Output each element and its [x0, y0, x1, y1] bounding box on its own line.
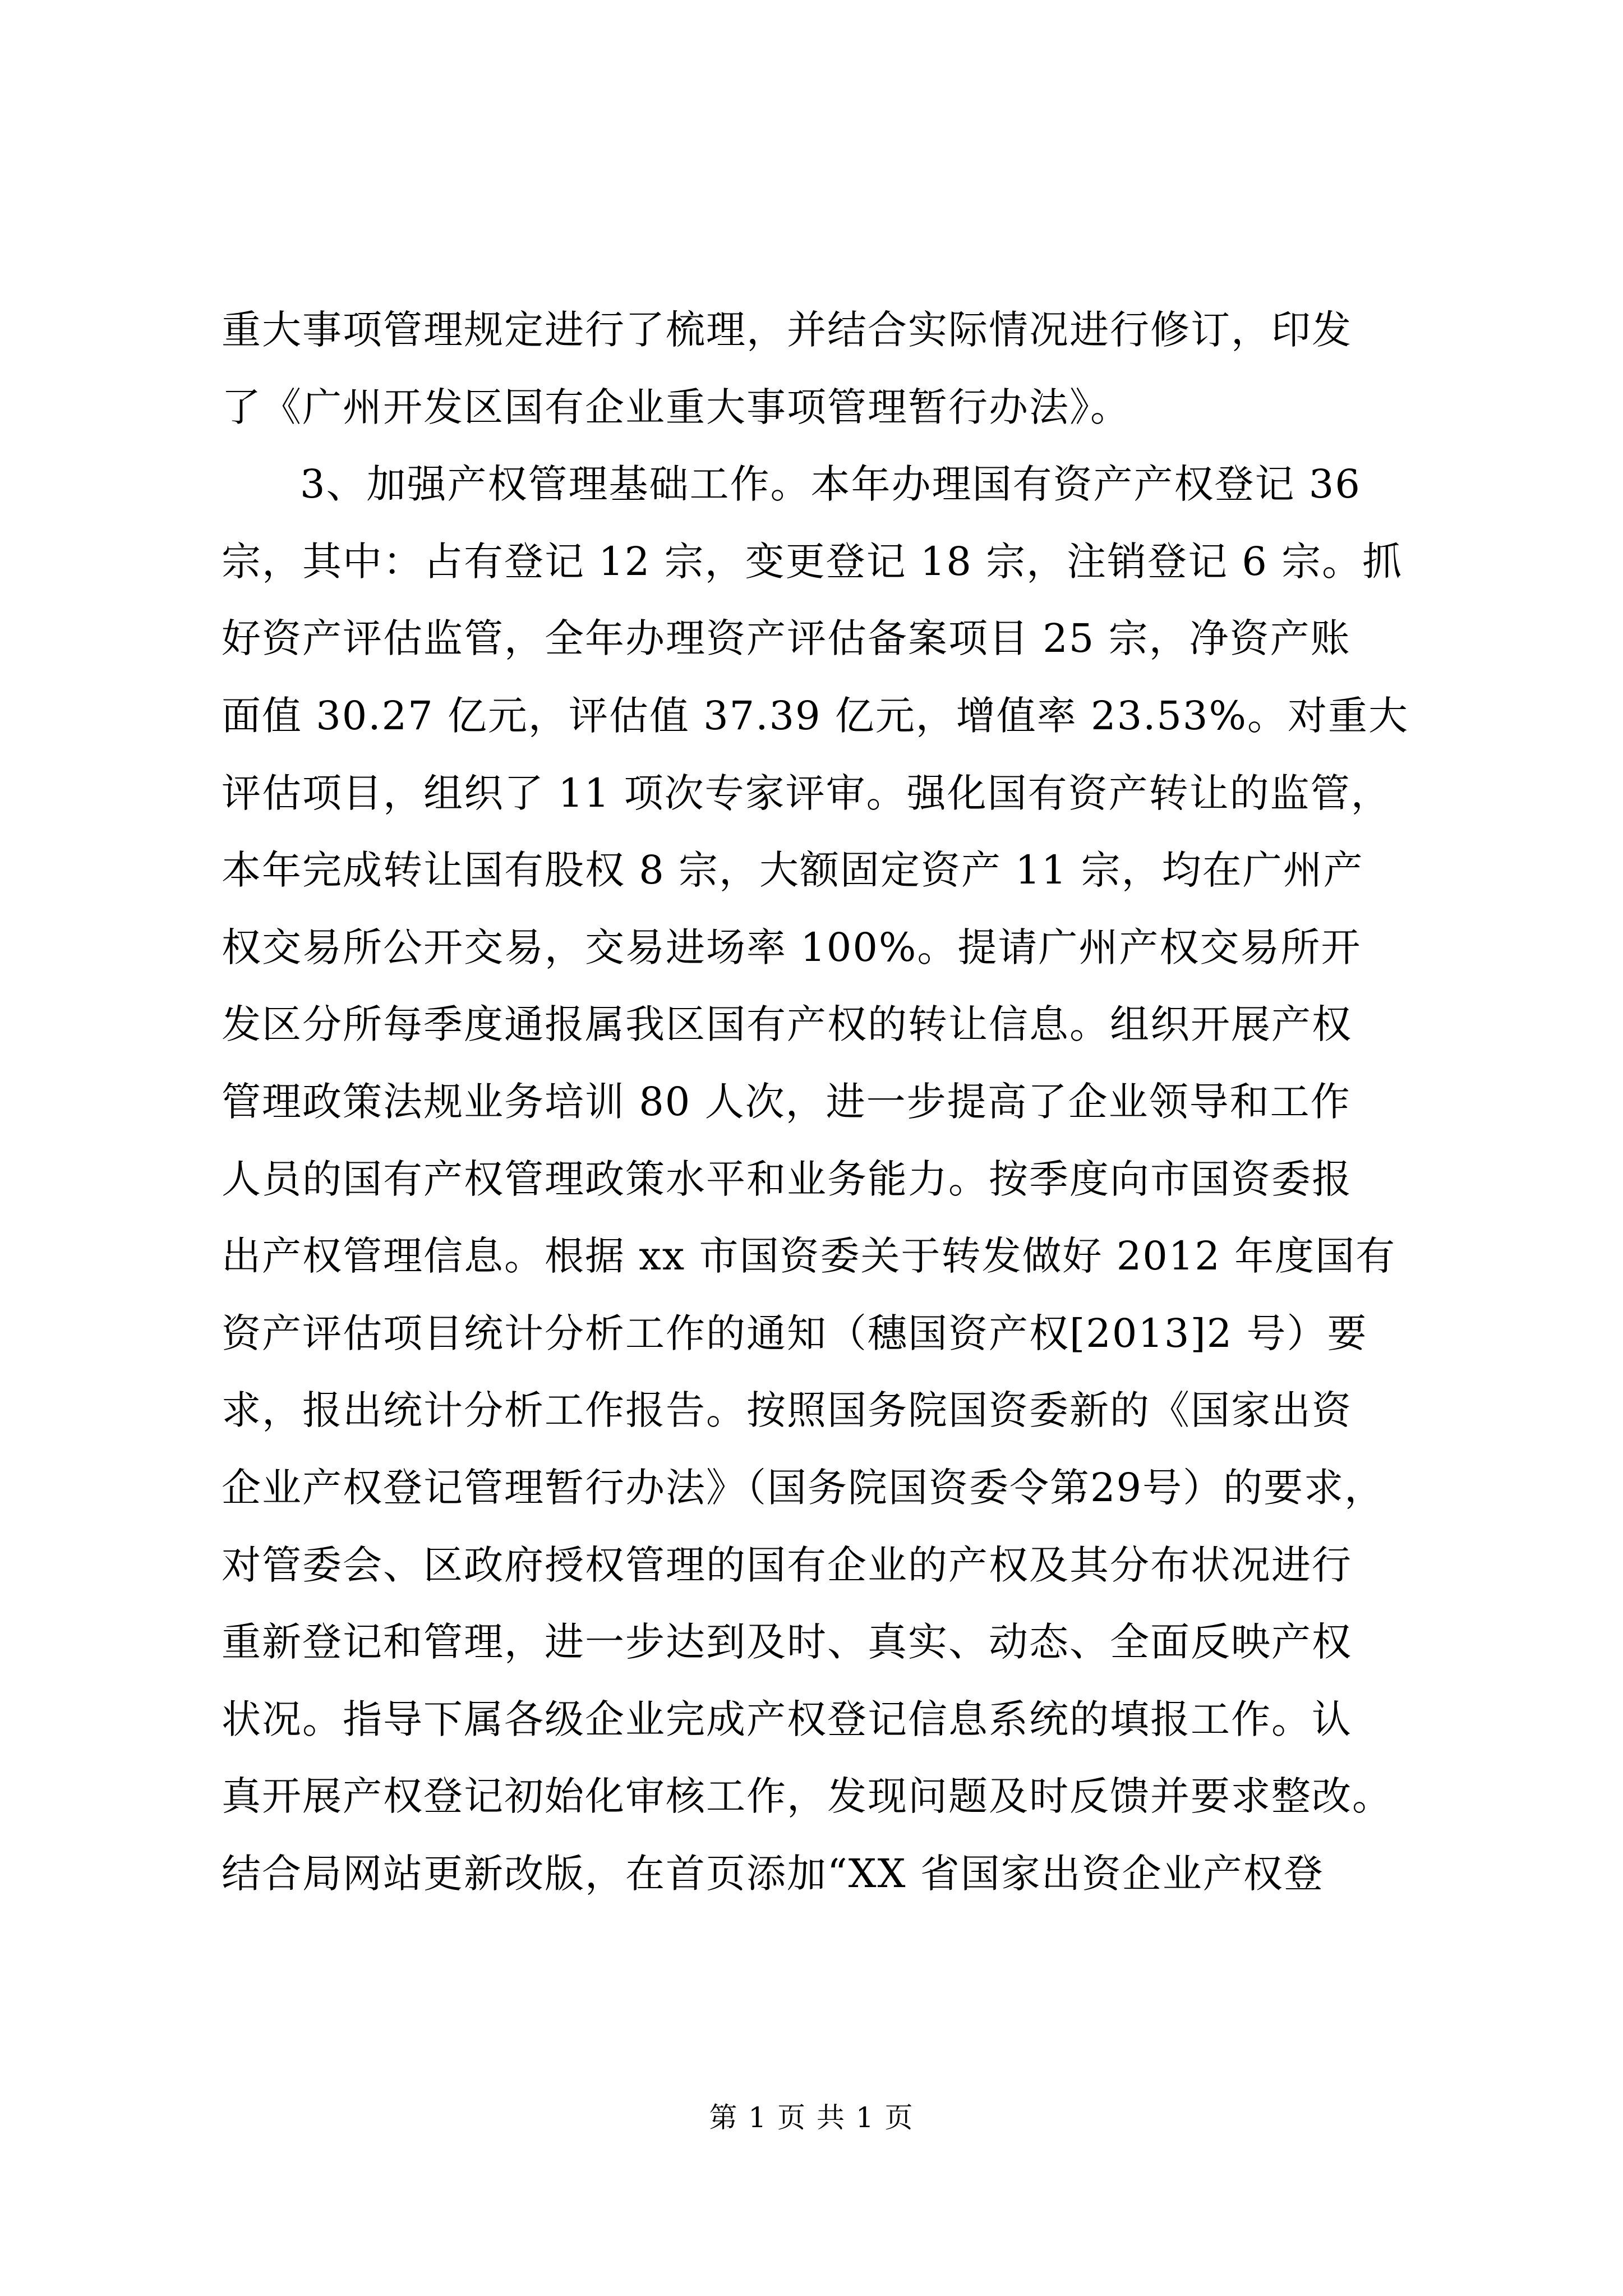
text-line: 评估项目，组织了 11 项次专家评审。强化国有资产转让的监管， [222, 770, 1391, 816]
text-line: 管理政策法规业务培训 80 人次，进一步提高了企业领导和工作 [222, 1078, 1351, 1125]
text-line: 人员的国有产权管理政策水平和业务能力。按季度向市国资委报 [222, 1156, 1352, 1202]
text-line: 好资产评估监管，全年办理资产评估备案项目 25 宗，净资产账 [222, 615, 1351, 662]
text-line: 面值 30.27 亿元，评估值 37.39 亿元，增值率 23.53%。对重大 [222, 692, 1409, 739]
text-line: 资产评估项目统计分析工作的通知（穗国资产权[2013]2 号）要 [222, 1310, 1368, 1356]
text-line: 出产权管理信息。根据 xx 市国资委关于转发做好 2012 年度国有 [222, 1233, 1396, 1280]
text-line: 企业产权登记管理暂行办法》（国务院国资委令第29号）的要求， [222, 1464, 1385, 1511]
text-line: 宗，其中：占有登记 12 宗，变更登记 18 宗，注销登记 6 宗。抓 [222, 538, 1403, 585]
text-line: 重新登记和管理，进一步达到及时、真实、动态、全面反映产权 [222, 1619, 1352, 1665]
text-line: 对管委会、区政府授权管理的国有企业的产权及其分布状况进行 [222, 1542, 1352, 1588]
text-line: 了《广州开发区国有企业重大事项管理暂行办法》。 [222, 384, 1131, 430]
text-line: 重大事项管理规定进行了梳理，并结合实际情况进行修订，印发 [222, 307, 1352, 353]
text-line: 本年完成转让国有股权 8 宗，大额固定资产 11 宗，均在广州产 [222, 847, 1364, 894]
paragraph-heading-line: 3、加强产权管理基础工作。本年办理国有资产产权登记 36 [300, 461, 1361, 508]
text-line: 求，报出统计分析工作报告。按照国务院国资委新的《国家出资 [222, 1387, 1352, 1434]
text-line: 权交易所公开交易，交易进场率 100%。提请广州产权交易所开 [222, 924, 1362, 970]
text-line: 发区分所每季度通报属我区国有产权的转让信息。组织开展产权 [222, 1001, 1352, 1048]
body-text [222, 292, 1444, 1912]
page-footer: 第 1 页 共 1 页 [709, 2101, 914, 2134]
text-line: 结合局网站更新改版，在首页添加“XX 省国家出资企业产权登 [222, 1850, 1324, 1897]
text-line: 真开展产权登记初始化审核工作，发现问题及时反馈并要求整改。 [222, 1773, 1393, 1820]
text-line: 状况。指导下属各级企业完成产权登记信息系统的填报工作。认 [222, 1696, 1352, 1742]
